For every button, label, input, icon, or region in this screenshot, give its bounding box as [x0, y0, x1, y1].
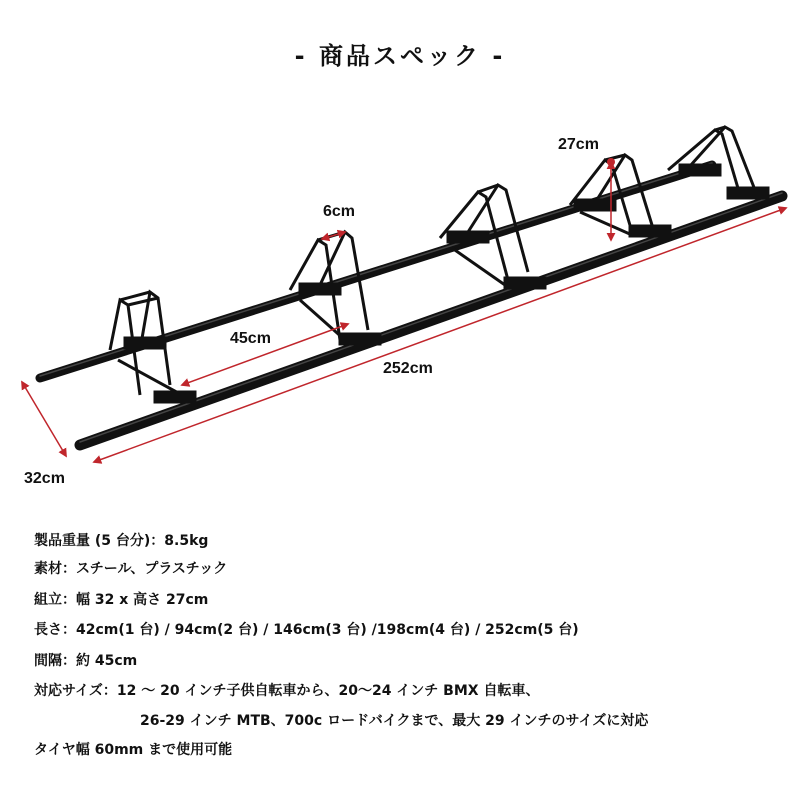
dim-dot-27cm [607, 158, 615, 166]
dim-label-6cm: 6cm [323, 203, 356, 220]
spec-length: 長さ：42cm(1 台) / 94cm(2 台) / 146cm(3 台) /198cm(4 台) / 252cm(5 台) [34, 622, 579, 638]
spec-sizes: 対応サイズ：12 ～ 20 インチ子供自転車から、20～24 インチ BMX 自転車、 [34, 683, 540, 699]
dim-label-27cm: 27cm [558, 136, 599, 153]
spec-spacing: 間隔：約 45cm [34, 653, 138, 669]
dim-label-32cm: 32cm [24, 470, 65, 487]
wheel-holder-4 [570, 155, 670, 236]
spec-weight: 製品重量 (5 台分)：8.5kg [34, 533, 209, 549]
spec-tire-width: タイヤ幅 60mm まで使用可能 [34, 742, 233, 758]
spec-material: 素材：スチール、プラスチック [34, 561, 228, 577]
dim-arrow-252cm [94, 208, 786, 462]
spec-sizes-cont: 26-29 インチ MTB、700c ロードバイクまで、最大 29 インチのサイズに対応 [140, 713, 649, 729]
dim-label-252cm: 252cm [383, 360, 433, 377]
wheel-holder-5 [668, 127, 768, 198]
front-rail [80, 193, 782, 445]
dim-label-45cm: 45cm [230, 330, 271, 347]
spec-assembly: 組立：幅 32 x 高さ 27cm [34, 592, 209, 608]
dim-arrow-32cm [22, 382, 66, 456]
page-title: - 商品スペック - [294, 42, 506, 70]
wheel-holder-2 [290, 232, 380, 344]
